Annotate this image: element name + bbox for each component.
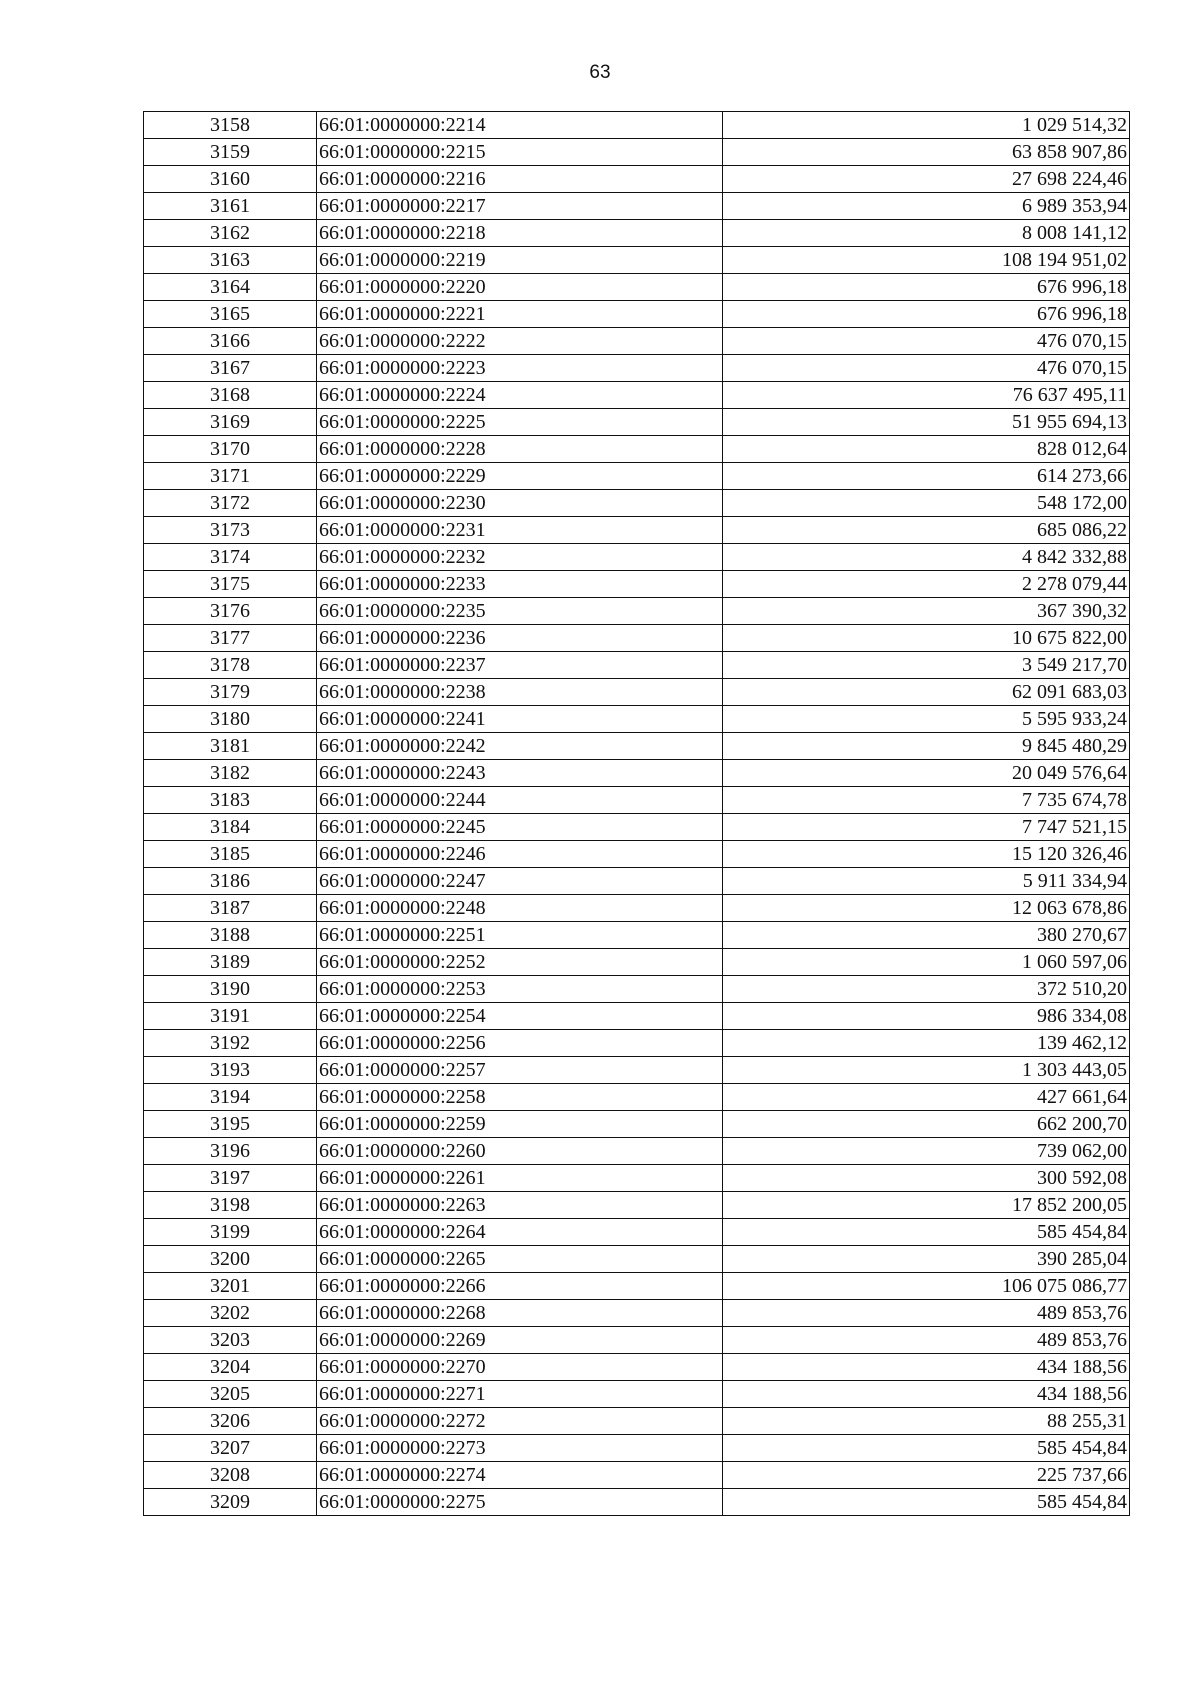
row-number-cell: 3204 [144,1354,317,1381]
cadastral-value-cell: 739 062,00 [723,1138,1130,1165]
table-row [144,760,1130,787]
row-number-cell: 3199 [144,1219,317,1246]
cadastral-value-cell: 585 454,84 [723,1435,1130,1462]
table-row [144,1462,1130,1489]
table-row [144,112,1130,139]
cadastral-number-cell: 66:01:0000000:2272 [317,1408,723,1435]
cadastral-number-cell: 66:01:0000000:2258 [317,1084,723,1111]
row-number-cell: 3191 [144,1003,317,1030]
cadastral-value-cell: 10 675 822,00 [723,625,1130,652]
table-row [144,625,1130,652]
table-row [144,1354,1130,1381]
table-row [144,1192,1130,1219]
cadastral-number-cell: 66:01:0000000:2271 [317,1381,723,1408]
row-number-cell: 3209 [144,1489,317,1516]
cadastral-number-cell: 66:01:0000000:2243 [317,760,723,787]
table-row [144,1273,1130,1300]
cadastral-value-cell: 476 070,15 [723,355,1130,382]
cadastral-number-cell: 66:01:0000000:2251 [317,922,723,949]
table-row [144,841,1130,868]
cadastral-number-cell: 66:01:0000000:2229 [317,463,723,490]
row-number-cell: 3180 [144,706,317,733]
cadastral-value-cell: 585 454,84 [723,1489,1130,1516]
cadastral-value-cell: 9 845 480,29 [723,733,1130,760]
cadastral-value-cell: 676 996,18 [723,301,1130,328]
cadastral-value-cell: 300 592,08 [723,1165,1130,1192]
row-number-cell: 3164 [144,274,317,301]
table-row [144,868,1130,895]
cadastral-number-cell: 66:01:0000000:2217 [317,193,723,220]
cadastral-number-cell: 66:01:0000000:2261 [317,1165,723,1192]
cadastral-number-cell: 66:01:0000000:2273 [317,1435,723,1462]
table-row [144,1381,1130,1408]
cadastral-number-cell: 66:01:0000000:2268 [317,1300,723,1327]
cadastral-number-cell: 66:01:0000000:2269 [317,1327,723,1354]
row-number-cell: 3181 [144,733,317,760]
cadastral-value-cell: 7 735 674,78 [723,787,1130,814]
cadastral-value-cell: 5 595 933,24 [723,706,1130,733]
cadastral-value-cell: 63 858 907,86 [723,139,1130,166]
cadastral-value-cell: 8 008 141,12 [723,220,1130,247]
cadastral-value-cell: 225 737,66 [723,1462,1130,1489]
cadastral-value-cell: 139 462,12 [723,1030,1130,1057]
cadastral-value-cell: 614 273,66 [723,463,1130,490]
row-number-cell: 3205 [144,1381,317,1408]
cadastral-number-cell: 66:01:0000000:2254 [317,1003,723,1030]
cadastral-value-cell: 390 285,04 [723,1246,1130,1273]
cadastral-value-cell: 986 334,08 [723,1003,1130,1030]
cadastral-number-cell: 66:01:0000000:2270 [317,1354,723,1381]
cadastral-value-cell: 372 510,20 [723,976,1130,1003]
cadastral-number-cell: 66:01:0000000:2224 [317,382,723,409]
table-row [144,355,1130,382]
row-number-cell: 3196 [144,1138,317,1165]
table-row [144,301,1130,328]
row-number-cell: 3177 [144,625,317,652]
cadastral-value-cell: 3 549 217,70 [723,652,1130,679]
cadastral-value-cell: 106 075 086,77 [723,1273,1130,1300]
row-number-cell: 3169 [144,409,317,436]
table-row [144,247,1130,274]
cadastral-value-cell: 548 172,00 [723,490,1130,517]
row-number-cell: 3165 [144,301,317,328]
table-row [144,976,1130,1003]
row-number-cell: 3206 [144,1408,317,1435]
table-row [144,1057,1130,1084]
cadastral-number-cell: 66:01:0000000:2245 [317,814,723,841]
cadastral-value-cell: 1 060 597,06 [723,949,1130,976]
row-number-cell: 3159 [144,139,317,166]
row-number-cell: 3160 [144,166,317,193]
cadastral-value-cell: 15 120 326,46 [723,841,1130,868]
row-number-cell: 3207 [144,1435,317,1462]
row-number-cell: 3187 [144,895,317,922]
cadastral-number-cell: 66:01:0000000:2241 [317,706,723,733]
table-row [144,220,1130,247]
table-row [144,490,1130,517]
table-row [144,1489,1130,1516]
table-row [144,598,1130,625]
cadastral-value-cell: 489 853,76 [723,1327,1130,1354]
table-row [144,787,1130,814]
cadastral-number-cell: 66:01:0000000:2264 [317,1219,723,1246]
page-number: 63 [589,62,611,83]
cadastral-number-cell: 66:01:0000000:2220 [317,274,723,301]
cadastral-number-cell: 66:01:0000000:2246 [317,841,723,868]
row-number-cell: 3184 [144,814,317,841]
row-number-cell: 3190 [144,976,317,1003]
cadastral-value-cell: 1 303 443,05 [723,1057,1130,1084]
table-row [144,436,1130,463]
table-row [144,1246,1130,1273]
row-number-cell: 3189 [144,949,317,976]
row-number-cell: 3201 [144,1273,317,1300]
table-row [144,1084,1130,1111]
cadastral-value-cell: 76 637 495,11 [723,382,1130,409]
cadastral-number-cell: 66:01:0000000:2218 [317,220,723,247]
table-row [144,274,1130,301]
row-number-cell: 3158 [144,112,317,139]
row-number-cell: 3185 [144,841,317,868]
table-row [144,463,1130,490]
table-row [144,544,1130,571]
cadastral-value-cell: 108 194 951,02 [723,247,1130,274]
row-number-cell: 3166 [144,328,317,355]
cadastral-value-cell: 427 661,64 [723,1084,1130,1111]
table-row [144,139,1130,166]
row-number-cell: 3175 [144,571,317,598]
cadastral-number-cell: 66:01:0000000:2232 [317,544,723,571]
cadastral-number-cell: 66:01:0000000:2230 [317,490,723,517]
row-number-cell: 3176 [144,598,317,625]
cadastral-value-cell: 489 853,76 [723,1300,1130,1327]
table-body [144,112,1130,1516]
cadastral-value-cell: 434 188,56 [723,1381,1130,1408]
cadastral-number-cell: 66:01:0000000:2237 [317,652,723,679]
cadastral-value-cell: 585 454,84 [723,1219,1130,1246]
table-row [144,1300,1130,1327]
cadastral-value-cell: 51 955 694,13 [723,409,1130,436]
cadastral-value-cell: 4 842 332,88 [723,544,1130,571]
row-number-cell: 3178 [144,652,317,679]
row-number-cell: 3198 [144,1192,317,1219]
cadastral-number-cell: 66:01:0000000:2221 [317,301,723,328]
cadastral-number-cell: 66:01:0000000:2274 [317,1462,723,1489]
table-row [144,382,1130,409]
table-row [144,1165,1130,1192]
table-row [144,895,1130,922]
row-number-cell: 3192 [144,1030,317,1057]
cadastral-value-cell: 17 852 200,05 [723,1192,1130,1219]
cadastral-value-cell: 12 063 678,86 [723,895,1130,922]
cadastral-number-cell: 66:01:0000000:2257 [317,1057,723,1084]
table-row [144,1111,1130,1138]
cadastral-number-cell: 66:01:0000000:2265 [317,1246,723,1273]
cadastral-value-cell: 7 747 521,15 [723,814,1130,841]
cadastral-value-cell: 6 989 353,94 [723,193,1130,220]
cadastral-number-cell: 66:01:0000000:2260 [317,1138,723,1165]
cadastral-number-cell: 66:01:0000000:2259 [317,1111,723,1138]
cadastral-value-cell: 5 911 334,94 [723,868,1130,895]
cadastral-number-cell: 66:01:0000000:2215 [317,139,723,166]
cadastral-number-cell: 66:01:0000000:2266 [317,1273,723,1300]
table-row [144,571,1130,598]
row-number-cell: 3202 [144,1300,317,1327]
row-number-cell: 3170 [144,436,317,463]
cadastral-number-cell: 66:01:0000000:2225 [317,409,723,436]
table-row [144,328,1130,355]
cadastral-number-cell: 66:01:0000000:2247 [317,868,723,895]
row-number-cell: 3186 [144,868,317,895]
row-number-cell: 3195 [144,1111,317,1138]
cadastral-value-cell: 685 086,22 [723,517,1130,544]
cadastral-number-cell: 66:01:0000000:2275 [317,1489,723,1516]
row-number-cell: 3203 [144,1327,317,1354]
cadastral-value-cell: 380 270,67 [723,922,1130,949]
table-row [144,1219,1130,1246]
row-number-cell: 3163 [144,247,317,274]
cadastral-value-cell: 434 188,56 [723,1354,1130,1381]
row-number-cell: 3197 [144,1165,317,1192]
table-row [144,1003,1130,1030]
cadastral-value-table [143,111,1130,1516]
cadastral-number-cell: 66:01:0000000:2216 [317,166,723,193]
row-number-cell: 3193 [144,1057,317,1084]
row-number-cell: 3174 [144,544,317,571]
table-row [144,733,1130,760]
cadastral-number-cell: 66:01:0000000:2219 [317,247,723,274]
cadastral-number-cell: 66:01:0000000:2263 [317,1192,723,1219]
cadastral-number-cell: 66:01:0000000:2223 [317,355,723,382]
cadastral-number-cell: 66:01:0000000:2235 [317,598,723,625]
row-number-cell: 3200 [144,1246,317,1273]
cadastral-number-cell: 66:01:0000000:2214 [317,112,723,139]
cadastral-number-cell: 66:01:0000000:2248 [317,895,723,922]
cadastral-value-cell: 367 390,32 [723,598,1130,625]
row-number-cell: 3188 [144,922,317,949]
cadastral-value-cell: 88 255,31 [723,1408,1130,1435]
table-row [144,166,1130,193]
cadastral-value-cell: 676 996,18 [723,274,1130,301]
table-row [144,517,1130,544]
cadastral-number-cell: 66:01:0000000:2233 [317,571,723,598]
row-number-cell: 3172 [144,490,317,517]
cadastral-number-cell: 66:01:0000000:2231 [317,517,723,544]
row-number-cell: 3161 [144,193,317,220]
table-row [144,409,1130,436]
row-number-cell: 3173 [144,517,317,544]
table-row [144,1408,1130,1435]
row-number-cell: 3182 [144,760,317,787]
row-number-cell: 3162 [144,220,317,247]
cadastral-number-cell: 66:01:0000000:2242 [317,733,723,760]
cadastral-number-cell: 66:01:0000000:2236 [317,625,723,652]
cadastral-value-cell: 1 029 514,32 [723,112,1130,139]
cadastral-number-cell: 66:01:0000000:2228 [317,436,723,463]
cadastral-number-cell: 66:01:0000000:2256 [317,1030,723,1057]
row-number-cell: 3171 [144,463,317,490]
cadastral-value-cell: 2 278 079,44 [723,571,1130,598]
table-row [144,1138,1130,1165]
cadastral-value-cell: 62 091 683,03 [723,679,1130,706]
cadastral-value-cell: 20 049 576,64 [723,760,1130,787]
table-row [144,814,1130,841]
cadastral-number-cell: 66:01:0000000:2222 [317,328,723,355]
row-number-cell: 3179 [144,679,317,706]
row-number-cell: 3194 [144,1084,317,1111]
cadastral-number-cell: 66:01:0000000:2252 [317,949,723,976]
cadastral-value-cell: 476 070,15 [723,328,1130,355]
table-row [144,949,1130,976]
table-row [144,1030,1130,1057]
cadastral-value-cell: 27 698 224,46 [723,166,1130,193]
row-number-cell: 3168 [144,382,317,409]
cadastral-number-cell: 66:01:0000000:2244 [317,787,723,814]
cadastral-value-cell: 828 012,64 [723,436,1130,463]
row-number-cell: 3183 [144,787,317,814]
cadastral-number-cell: 66:01:0000000:2253 [317,976,723,1003]
table-row [144,679,1130,706]
table-row [144,193,1130,220]
row-number-cell: 3208 [144,1462,317,1489]
cadastral-value-cell: 662 200,70 [723,1111,1130,1138]
row-number-cell: 3167 [144,355,317,382]
cadastral-number-cell: 66:01:0000000:2238 [317,679,723,706]
table-row [144,652,1130,679]
table-row [144,922,1130,949]
table-row [144,1327,1130,1354]
table-row [144,706,1130,733]
table-row [144,1435,1130,1462]
